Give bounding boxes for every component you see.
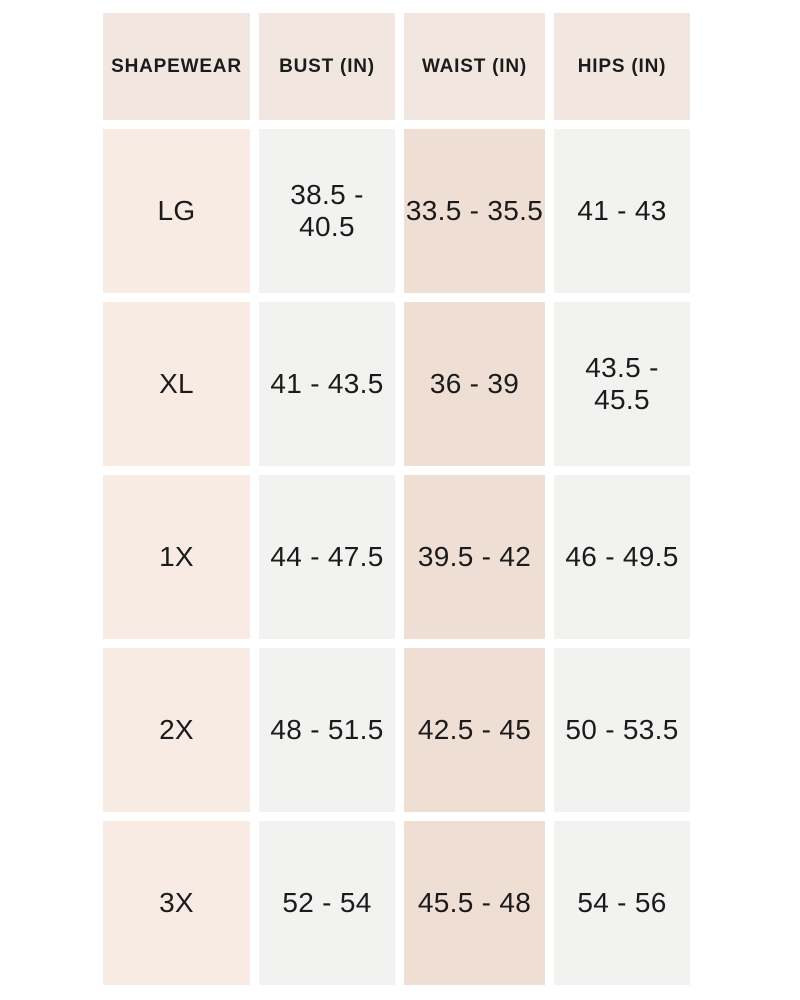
size-chart-table bbox=[103, 13, 690, 985]
cell-2x-waist: 42.5 - 45 bbox=[404, 648, 545, 812]
cell-lg-hips: 41 - 43 bbox=[554, 129, 690, 293]
size-label-xl: XL bbox=[103, 302, 250, 466]
cell-2x-hips: 50 - 53.5 bbox=[554, 648, 690, 812]
cell-1x-waist: 39.5 - 42 bbox=[404, 475, 545, 639]
cell-3x-bust: 52 - 54 bbox=[259, 821, 395, 985]
size-label-2x: 2X bbox=[103, 648, 250, 812]
cell-3x-waist: 45.5 - 48 bbox=[404, 821, 545, 985]
header-cell-shapewear: SHAPEWEAR bbox=[103, 13, 250, 120]
cell-lg-waist: 33.5 - 35.5 bbox=[404, 129, 545, 293]
header-cell-waist: WAIST (IN) bbox=[404, 13, 545, 120]
cell-2x-bust: 48 - 51.5 bbox=[259, 648, 395, 812]
cell-xl-waist: 36 - 39 bbox=[404, 302, 545, 466]
cell-1x-hips: 46 - 49.5 bbox=[554, 475, 690, 639]
size-label-1x: 1X bbox=[103, 475, 250, 639]
cell-xl-hips: 43.5 - 45.5 bbox=[554, 302, 690, 466]
header-cell-bust: BUST (IN) bbox=[259, 13, 395, 120]
cell-xl-bust: 41 - 43.5 bbox=[259, 302, 395, 466]
size-label-lg: LG bbox=[103, 129, 250, 293]
cell-3x-hips: 54 - 56 bbox=[554, 821, 690, 985]
size-label-3x: 3X bbox=[103, 821, 250, 985]
cell-1x-bust: 44 - 47.5 bbox=[259, 475, 395, 639]
cell-lg-bust: 38.5 - 40.5 bbox=[259, 129, 395, 293]
header-cell-hips: HIPS (IN) bbox=[554, 13, 690, 120]
